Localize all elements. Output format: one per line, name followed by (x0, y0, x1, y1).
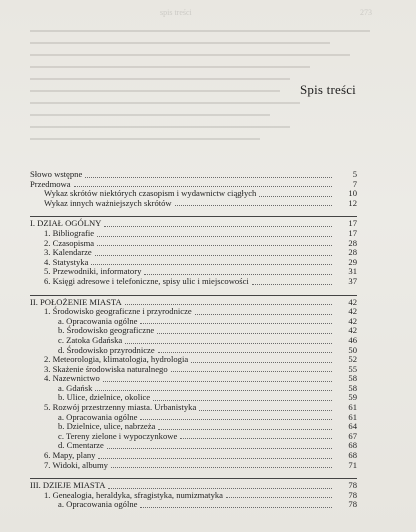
dot-leader (95, 254, 332, 256)
toc-entry-label: Wykaz skrótów niektórych czasopism i wydawnictw ciągłych (44, 188, 257, 199)
dot-leader (107, 447, 332, 449)
dot-leader (125, 342, 332, 344)
toc-entry-page: 78 (348, 499, 357, 510)
toc-entry-label: III. DZIEJE MIASTA (30, 480, 106, 491)
toc-entry-page: 55 (348, 363, 357, 374)
toc-entry-label: 1. Środowisko geograficzne i przyrodnicze (44, 306, 192, 317)
dot-leader (111, 466, 332, 468)
toc-entry-page: 58 (348, 382, 357, 393)
section-rule (30, 478, 357, 479)
toc-entry-page: 68 (348, 450, 357, 461)
toc-entry-label: II. POŁOŻENIE MIASTA (30, 296, 122, 307)
running-page-number: 273 (360, 8, 372, 17)
toc-entry-label: 6. Mapy, plany (44, 450, 96, 461)
dot-leader (140, 506, 332, 508)
section-gap (30, 287, 357, 293)
dot-leader (97, 244, 332, 246)
dot-leader (195, 313, 332, 315)
dot-leader (191, 361, 332, 363)
toc-entry-page: 28 (348, 237, 357, 248)
dot-leader (144, 273, 332, 275)
toc-entry-page: 50 (348, 344, 357, 355)
toc-entry-label: 4. Nazewnictwo (44, 373, 100, 384)
toc-entry (30, 170, 357, 180)
toc-entry-page: 42 (348, 315, 357, 326)
toc-entry-page: 78 (348, 480, 357, 491)
toc-entry-page: 61 (348, 411, 357, 422)
toc-entry-label: b. Dzielnice, ulice, nabrzeża (58, 421, 156, 432)
toc-entry-label: 5. Przewodniki, informatory (44, 266, 142, 277)
toc-entry-label: a. Opracowania ogólne (58, 499, 138, 510)
dot-leader (259, 195, 332, 197)
toc-entry-page: 46 (348, 334, 357, 345)
dot-leader (252, 283, 332, 285)
running-head: spis treści (160, 8, 192, 17)
toc-entry-label: Słowo wstępne (30, 169, 83, 179)
dot-leader (125, 303, 332, 305)
toc-entry (30, 500, 357, 510)
dot-leader (171, 370, 332, 372)
section-gap (30, 470, 357, 476)
section-gap (30, 208, 357, 214)
toc-entry-label: 7. Widoki, albumy (44, 459, 108, 470)
dot-leader (199, 409, 332, 411)
toc-title: Spis treści (299, 82, 356, 97)
toc-entry-page: 42 (348, 306, 357, 317)
dot-leader (153, 399, 332, 401)
dot-leader (140, 322, 332, 324)
dot-leader (157, 332, 332, 334)
toc-entry-label: Przedmowa (30, 178, 71, 189)
toc-entry-page: 67 (348, 430, 357, 441)
toc-entry-page: 78 (348, 489, 357, 500)
toc-entry-page: 37 (348, 275, 357, 286)
toc-entry-page: 61 (348, 402, 357, 413)
toc-entry-page: 17 (348, 218, 357, 229)
toc-entry-label: Wykaz innych ważniejszych skrótów (44, 197, 172, 208)
toc-entry (30, 277, 357, 287)
toc-entry-label: c. Zatoka Gdańska (58, 334, 123, 345)
toc-entry (30, 199, 357, 209)
dot-leader (175, 204, 332, 206)
toc-entry-label: a. Opracowania ogólne (58, 411, 138, 422)
toc-entry-label: 3. Skażenie środowiska naturalnego (44, 363, 168, 374)
dot-leader (140, 418, 332, 420)
toc-entry-page: 28 (348, 247, 357, 258)
dot-leader (103, 380, 332, 382)
toc-entry-page: 7 (352, 178, 357, 189)
dot-leader (226, 496, 332, 498)
toc-entry-label: d. Środowisko przyrodnicze (58, 344, 155, 355)
toc-entry-page: 17 (348, 227, 357, 238)
dot-leader (98, 457, 332, 459)
dot-leader (180, 437, 332, 439)
toc-entry-label: 4. Statystyka (44, 256, 89, 267)
toc-entry-label: b. Ulice, dzielnice, okolice (58, 392, 151, 403)
dot-leader (104, 225, 332, 227)
toc-entry-page: 68 (348, 440, 357, 451)
toc-entry-label: a. Gdańsk (58, 382, 93, 393)
toc-entry-page: 42 (348, 296, 357, 307)
toc-entry-page: 71 (348, 459, 357, 470)
toc-entry-page: 29 (348, 256, 357, 267)
toc-entry-label: d. Cmentarze (58, 440, 104, 451)
toc-entry-label: b. Środowisko geograficzne (58, 325, 155, 336)
toc-entry-page: 31 (348, 266, 357, 277)
toc-entry-page: 58 (348, 373, 357, 384)
dot-leader (95, 389, 332, 391)
toc-entry-label: 6. Księgi adresowe i telefoniczne, spisy ulic i miejscowości (44, 275, 249, 286)
dot-leader (158, 351, 332, 353)
dot-leader (91, 263, 332, 265)
toc-entry-label: c. Tereny zielone i wypoczynkowe (58, 430, 178, 441)
dot-leader (85, 176, 332, 178)
toc-entry-page: 59 (348, 392, 357, 403)
dot-leader (108, 487, 332, 489)
toc-entry-page: 52 (348, 354, 357, 365)
toc-entry-label: 3. Kalendarze (44, 247, 92, 258)
toc-entry-page: 64 (348, 421, 357, 432)
toc-entry-page: 12 (348, 197, 357, 208)
dot-leader (97, 235, 332, 237)
toc-entry-page: 5 (352, 169, 357, 179)
dot-leader (158, 428, 332, 430)
toc-entry-label: a. Opracowania ogólne (58, 315, 138, 326)
toc-entry-label: 1. Genealogia, heraldyka, sfragistyka, numizmatyka (44, 489, 223, 500)
toc-entry-label: 1. Bibliografie (44, 227, 95, 238)
toc-entry-label: I. DZIAŁ OGÓLNY (30, 218, 102, 229)
dot-leader (74, 185, 332, 187)
toc-entry-page: 42 (348, 325, 357, 336)
toc-entry (30, 461, 357, 471)
section-rule (30, 216, 357, 217)
toc-entry-label: 2. Czasopisma (44, 237, 95, 248)
toc-entry-page: 10 (348, 188, 357, 199)
table-of-contents (30, 170, 357, 510)
show-through-text (0, 0, 416, 160)
toc-entry-label: 2. Meteorologia, klimatologia, hydrologia (44, 354, 189, 365)
section-rule (30, 295, 357, 296)
toc-entry-label: 5. Rozwój przestrzenny miasta. Urbanistyka (44, 402, 197, 413)
